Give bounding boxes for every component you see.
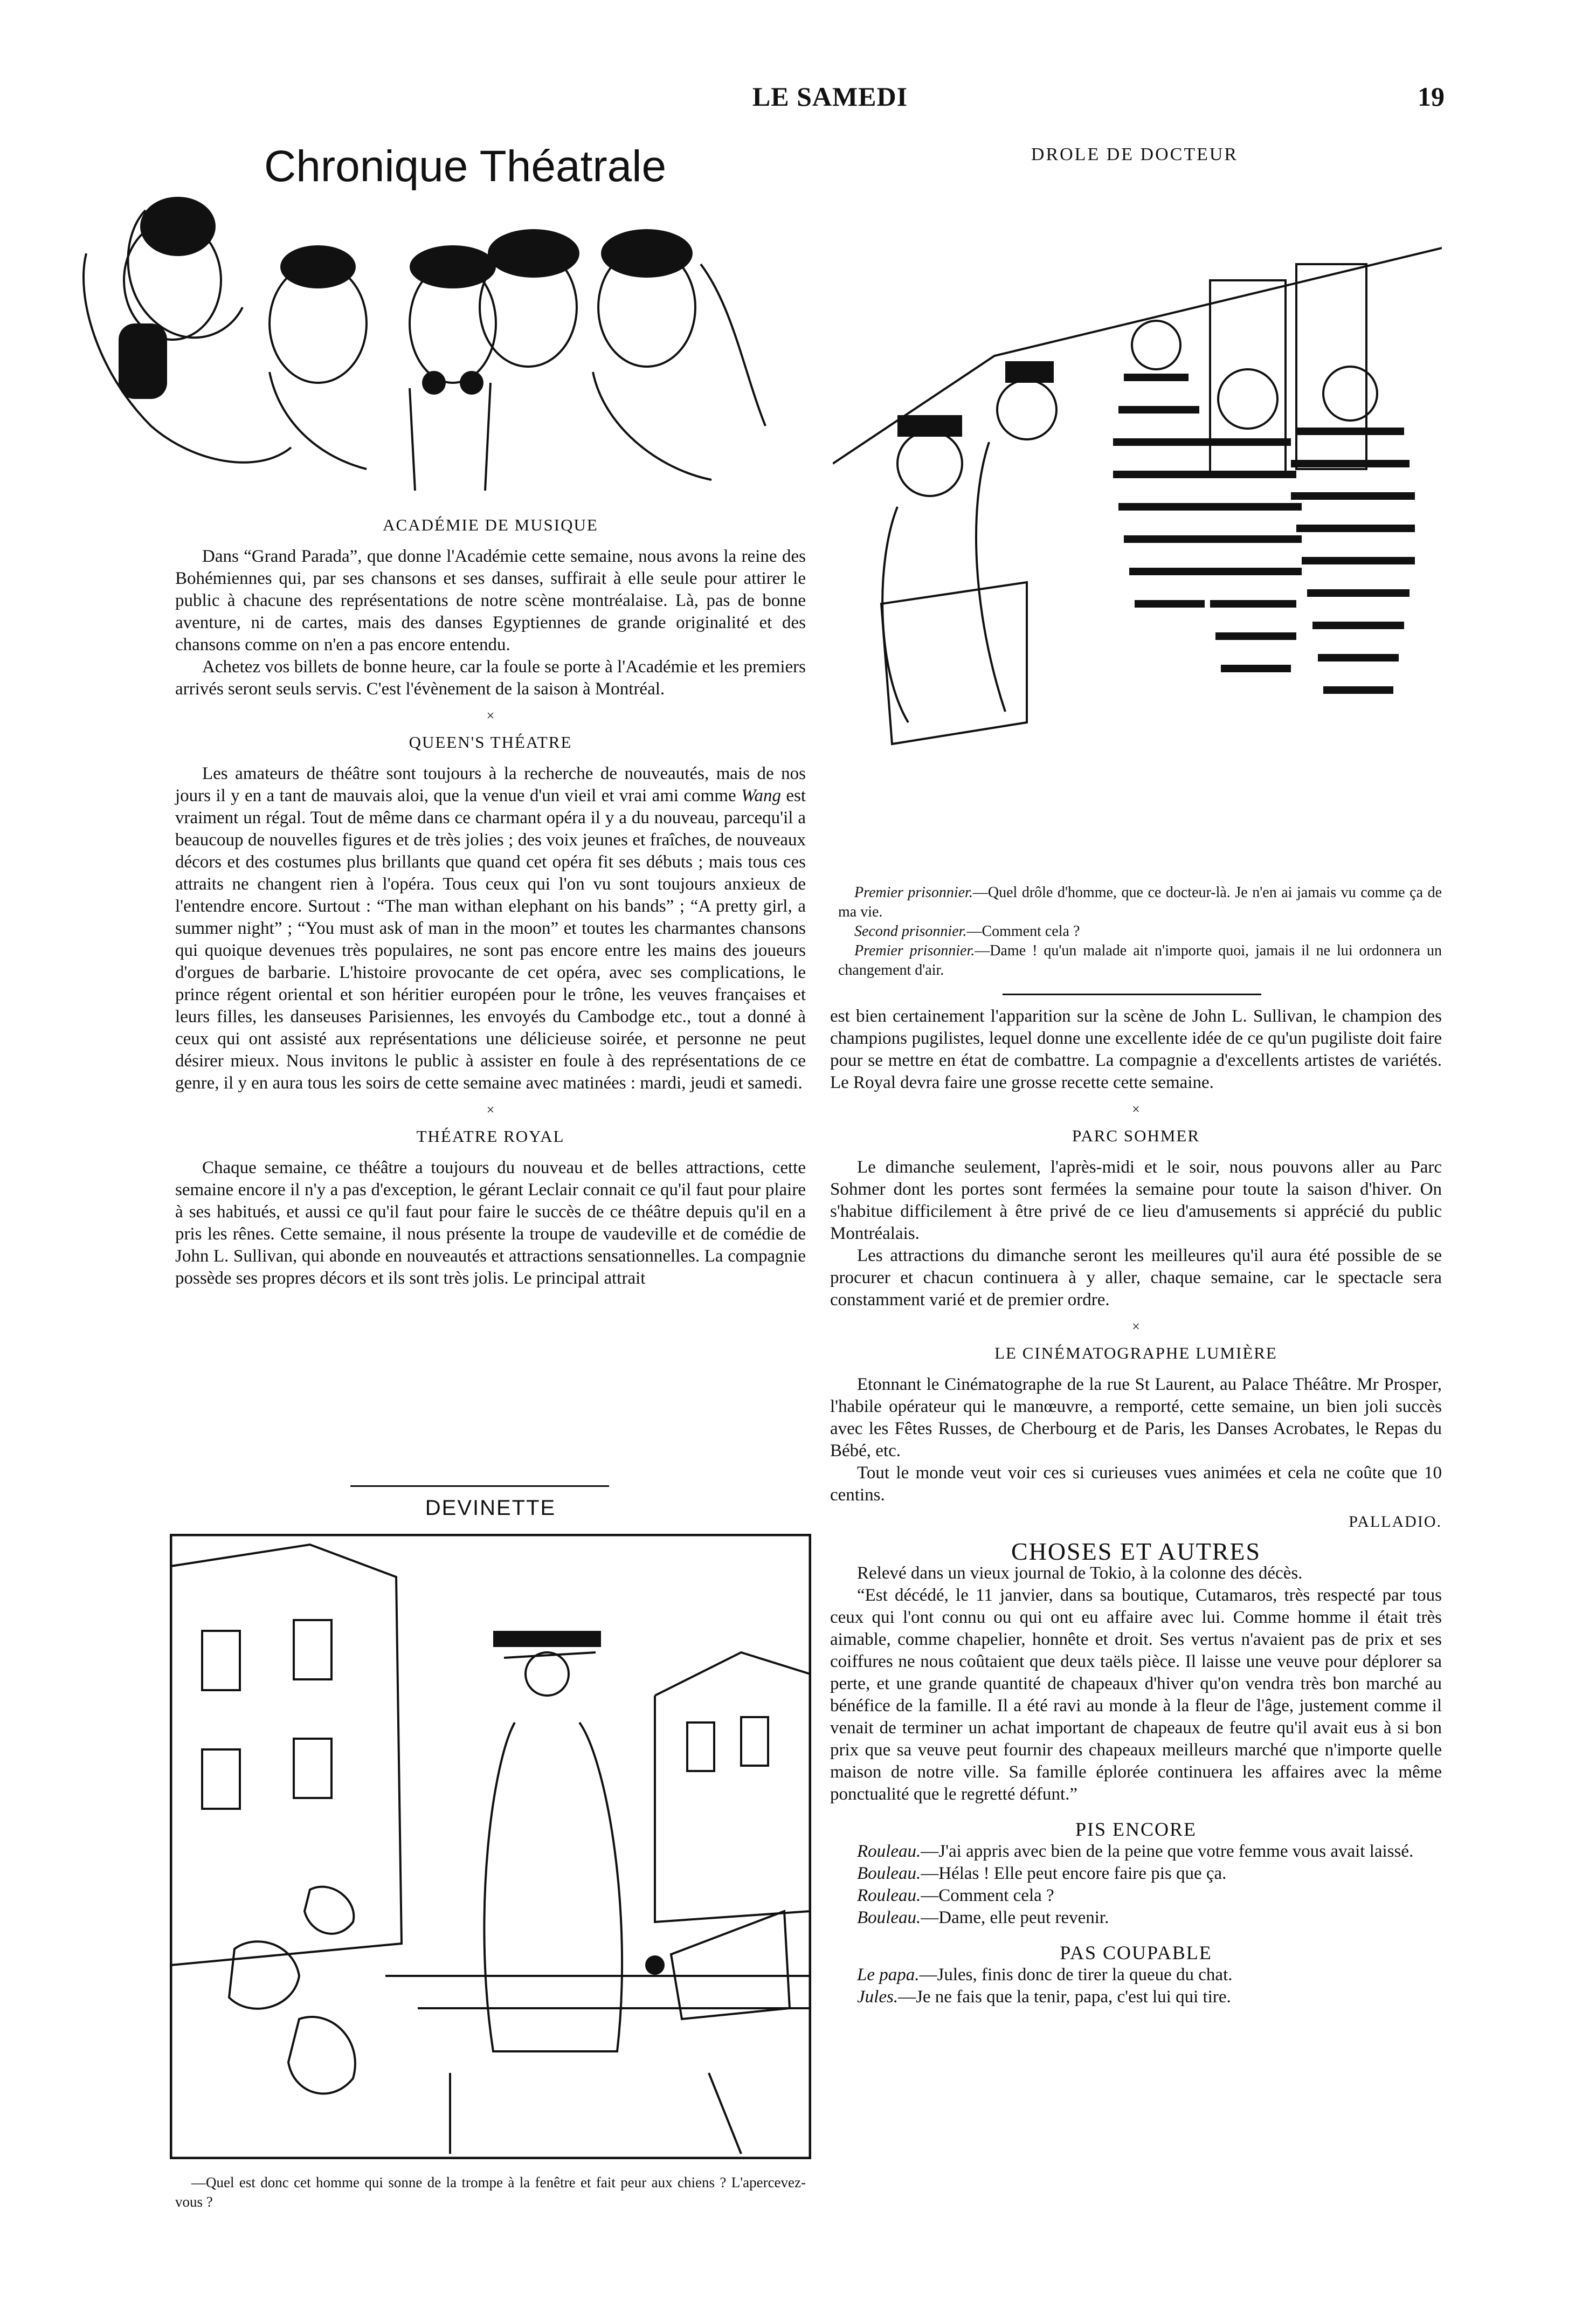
sohmer-paragraph-2: Les attractions du dimanche seront les meilleures qu'il aura été possible de se procurer et chacun continuera à y aller, chaque semaine, car le spectacle sera constamment varié et de premier ordre.: [830, 1246, 1442, 1310]
queens-paragraph: Les amateurs de théâtre sont toujours à la recherche de nouveautés, mais de nos jours il y en a tant de mauvais aloi, que la venue d'un vieil et vrai ami comme Wang est vraiment un régal. Tout de même dans ce charmant opéra il y a du nouveau, parcequ'il a beaucoup de nouvelles figures et de très jolies ; des voix jeunes et fraîches, de nouveaux décors et des costumes plus brillants que quand cet opéra fit ses débuts ; mais tous ces attraits ne changent rien à l'opéra. Tous ceux qui l'on vu sont toujours anxieux de l'entendre encore. Surtout : “The man withan elephant on his bands” ; “A pretty girl, a summer night” ; “You must ask of man in the moon” et toutes les charmantes chansons qui quoique devenues très populaires, ne sont pas encore entre les mains des joueurs d'orgues de barbarie. L'histoire provocante de cet opéra, avec ses complications, le prince régent oriental et son héritier européen pour le trône, les veuves françaises et leurs filles, les danseuses Parisiennes, les envoyés du Cambodge etc., tout a donné à ceux qui ont assisté aux représentations une délicieuse soirée, et personne ne peut désirer mieux. Nous invitons le public à assister en foule à des représentations de ce genre, il y en aura tous les soirs de cette semaine avec matinées : mardi, jeudi et samedi.: [175, 764, 806, 1093]
speaker: Premier prisonnier.: [854, 942, 975, 959]
sohmer-paragraph-1: Le dimanche seulement, l'après-midi et le soir, nous pouvons aller au Parc Sohmer dont les portes sont fermées la semaine pour toute la saison d'hiver. On s'habitue difficilement à être privé de ce lieu d'amusements si apprécié du public Montréalais.: [830, 1158, 1442, 1243]
sohmer-heading: PARC SOHMER: [1072, 1126, 1200, 1145]
coupable-title: PAS COUPABLE: [1060, 1942, 1212, 1963]
speaker: Bouleau.: [857, 1908, 921, 1927]
theatre-audience-illustration: [65, 146, 782, 491]
speaker: Rouleau.: [857, 1842, 921, 1861]
speaker: Premier prisonnier.: [854, 884, 973, 901]
pis-title: PIS ENCORE: [1075, 1818, 1197, 1840]
separator-mark: ×: [1132, 1101, 1140, 1117]
royal-paragraph-1: Chaque semaine, ce théâtre a toujours du nouveau et de belles attractions, cette semaine encore il n'y a pas d'exception, le gérant Leclair connait ce qu'il faut pour plaire à ses habitués, et aussi ce qu'il faut pour faire le succès de ce théâtre depuis qu'il en a pris les rênes. Cette semaine, il nous présente la troupe de vaudeville et de comédie de John L. Sullivan, qui abonde en nouveautés et attractions sensationnelles. La compagnie possède ses propres décors et ils sont très jolis. Le principal attrait: [175, 1158, 806, 1288]
academie-heading: ACADÉMIE DE MUSIQUE: [383, 515, 598, 534]
devinette-title: DEVINETTE: [425, 1496, 556, 1520]
wang-title: Wang: [741, 786, 781, 805]
docteur-title: DROLE DE DOCTEUR: [1031, 144, 1239, 164]
section-title: Chronique Théatrale: [264, 142, 667, 191]
speaker: Le papa.: [857, 1965, 920, 1985]
academie-paragraph-2: Achetez vos billets de bonne heure, car la foule se porte à l'Académie et les premiers arrivés seront seuls servis. C'est l'évènement de la saison à Montréal.: [175, 657, 806, 699]
signature: PALLADIO.: [1349, 1513, 1442, 1531]
page-number: 19: [1418, 81, 1445, 112]
separator-mark: ×: [486, 708, 495, 724]
speaker: Second prisonnier.: [854, 923, 967, 940]
devinette-puzzle-illustration: [170, 1534, 811, 2159]
right-column-text: est bien certainement l'apparition sur la scène de John L. Sullivan, le champion des champions pugilistes, lequel donne une excellente idée de ce qu'un pugiliste doit faire pour se mettre en état de combattre. La compagnie a d'excellents artistes de variétés. Le Royal devra faire une grosse recette cette semaine. × PARC SOHMER Le dimanche seulement, l'après-midi et le soir, nous pouvons aller au Parc Sohmer dont les portes sont fermées la semaine pour toute la saison d'hiver. On s'habitue difficilement à être privé de ce lieu d'amusements si apprécié du public Montréalais. Les attractions du dimanche seront les meilleures qu'il aura été possible de se procurer et chacun continuera à y aller, chaque semaine, car le spectacle sera constamment varié et de premier ordre. × LE CINÉMATOGRAPHE LUMIÈRE Etonnant le Cinématographe de la rue St Laurent, au Palace Théâtre. Mr Prosper, l'habile opérateur qui le manœuvre, a remporté, cette semaine, un bien joli succès avec les Fêtes Russes, de Cherbourg et de Paris, les Danses Acrobates, le Repas du Bébé, etc. Tout le monde veut voir ces si curieuses vues animées et cela ne coûte que 10 centins. PALLADIO. CHOSES ET AUTRES Relevé dans un vieux journal de Tokio, à la colonne des décès. “Est décédé, le 11 janvier, dans sa boutique, Cutamaros, très respecté par tous ceux qui l'ont connu ou qui ont eu affaire avec lui. Comme homme il était très aimable, comme chapelier, honnête et droit. Ses vertus n'avaient pas de prix et ses coiffures ne nous coûtaient que deux taëls pièce. Il laisse une veuve pour déplorer sa perte, et une grande quantité de chapeaux d'hiver qu'on vendra très bon marché au bénéfice de la famille. Il a été ravi au monde à la fleur de l'âge, justement comme il venait de terminer un achat important de chapeaux de feutre qu'il avait eus à si bon prix que sa veuve peut fournir des chapeaux meilleurs marché que n'importe quelle maison de notre ville. Sa famille éplorée continuera les affaires avec la même ponctualité que le regretté défunt.” PIS ENCORE Rouleau.—J'ai appris avec bien de la peine que votre femme vous avait laissé. Bouleau.—Hélas ! Elle peut encore faire pis que ça. Rouleau.—Comment cela ? Bouleau.—Dame, elle peut revenir. PAS COUPABLE Le papa.—Jules, finis donc de tirer la queue du chat. Jules.—Je ne fais que la tenir, papa, c'est lui qui tire.: [830, 1007, 1442, 2007]
separator-mark: ×: [1132, 1319, 1140, 1334]
masthead: LE SAMEDI: [752, 81, 908, 112]
queens-heading: QUEEN'S THÉATRE: [409, 733, 572, 752]
royal-heading: THÉATRE ROYAL: [416, 1127, 565, 1146]
speaker: Rouleau.: [857, 1886, 921, 1905]
speaker: Jules.: [857, 1987, 899, 2007]
devinette-caption: —Quel est donc cet homme qui sonne de la trompe à la fenêtre et fait peur aux chiens ? L'apercevez-vous ?: [175, 2174, 806, 2210]
left-column-top: [175, 509, 806, 1290]
choses-paragraph-2: “Est décédé, le 11 janvier, dans sa boutique, Cutamaros, très respecté par tous ceux qui l'ont connu ou qui ont eu affaire avec lui. Comme homme il était très aimable, comme chapelier, honnête et droit. Ses vertus n'avaient pas de prix et ses coiffures ne nous coûtaient que deux taëls pièce. Il laisse une veuve pour déplorer sa perte, et une grande quantité de chapeaux d'hiver qu'on vendra très bon marché au bénéfice de la famille. Il a été ravi au monde à la fleur de l'âge, justement comme il venait de terminer un achat important de chapeaux de feutre qu'il avait eus à si bon prix que sa veuve peut fournir des chapeaux meilleurs marché que n'importe quelle maison de notre ville. Sa famille éplorée continuera les affaires avec la même ponctualité que le regretté défunt.”: [830, 1586, 1442, 1804]
choses-title: CHOSES ET AUTRES: [1011, 1538, 1261, 1565]
docteur-caption: Premier prisonnier.—Quel drôle d'homme, que ce docteur-là. Je n'en ai jamais vu comme ça de ma vie. Second prisonnier.—Comment cela ? Premier prisonnier.—Dame ! qu'un malade ait n'importe quoi, jamais il ne lui ordonnera un changement d'air.: [838, 884, 1442, 979]
divider: [350, 1485, 609, 1487]
lumiere-heading: LE CINÉMATOGRAPHE LUMIÈRE: [994, 1343, 1277, 1362]
divider: [1003, 994, 1261, 995]
royal-paragraph-2: est bien certainement l'apparition sur la scène de John L. Sullivan, le champion des champions pugilistes, lequel donne une excellente idée de ce qu'un pugiliste doit faire pour se mettre en état de combattre. La compagnie a d'excellents artistes de variétés. Le Royal devra faire une grosse recette cette semaine.: [830, 1007, 1442, 1092]
lumiere-paragraph-2: Tout le monde veut voir ces si curieuses vues animées et cela ne coûte que 10 centins.: [830, 1463, 1442, 1505]
choses-paragraph-1: Relevé dans un vieux journal de Tokio, à la colonne des décès.: [857, 1563, 1303, 1583]
doctor-prisoners-illustration: [833, 183, 1442, 873]
speaker: Bouleau.: [857, 1864, 921, 1883]
separator-mark: ×: [486, 1102, 495, 1118]
lumiere-paragraph-1: Etonnant le Cinématographe de la rue St Laurent, au Palace Théâtre. Mr Prosper, l'habile opérateur qui le manœuvre, a remporté, cette semaine, un bien joli succès avec les Fêtes Russes, de Cherbourg et de Paris, les Danses Acrobates, le Repas du Bébé, etc.: [830, 1375, 1442, 1460]
academie-paragraph-1: Dans “Grand Parada”, que donne l'Académie cette semaine, nous avons la reine des Bohémiennes qui, par ses chansons et ses danses, suffirait à elle seule pour attirer le public à chacune des représentations de notre scène montréalaise. Là, pas de bonne aventure, ni de cartes, mais des danses Egyptiennes de grande originalité et des chansons comme on n'en a pas encore entendu.: [175, 547, 806, 654]
